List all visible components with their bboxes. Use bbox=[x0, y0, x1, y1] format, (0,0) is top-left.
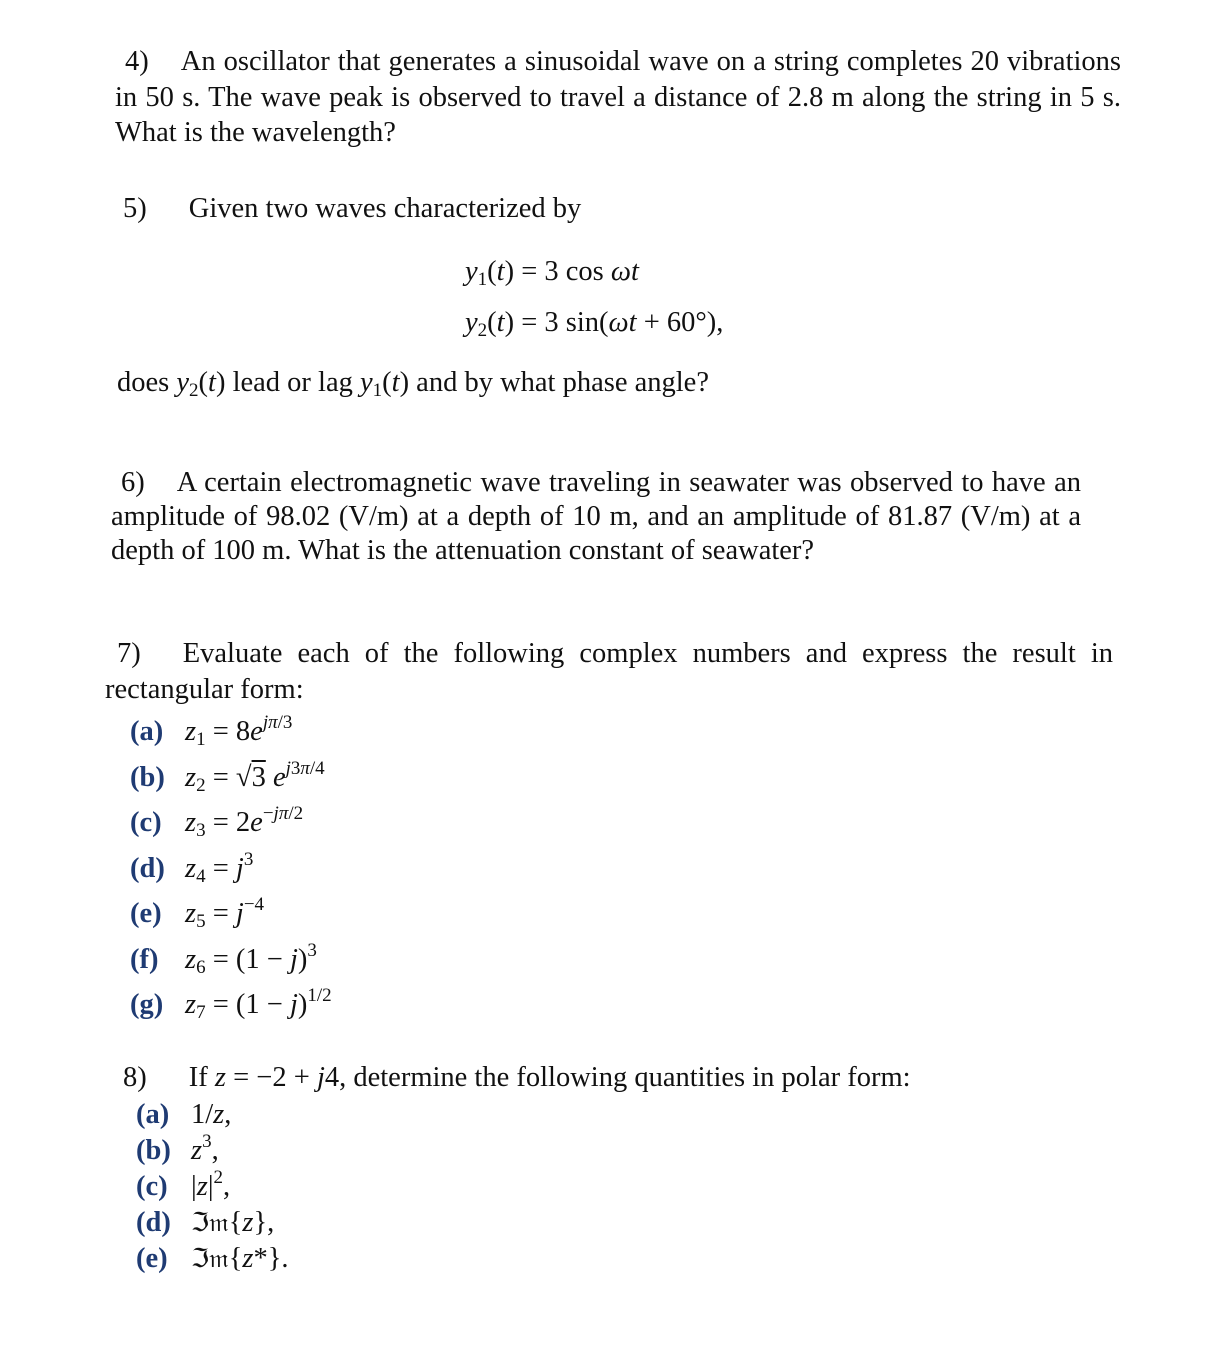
item-label: (a) bbox=[136, 1099, 170, 1130]
list-item: (c) $|z|^2$, bbox=[136, 1169, 289, 1205]
item-label: (f) bbox=[130, 943, 159, 975]
item-label: (b) bbox=[136, 1135, 171, 1166]
problem-number: 5) bbox=[123, 193, 147, 224]
list-item: (b) $z^3$, bbox=[136, 1133, 289, 1169]
item-label: (b) bbox=[130, 761, 165, 793]
item-label: (g) bbox=[130, 989, 164, 1020]
item-label: (a) bbox=[130, 716, 164, 747]
item-label: (c) bbox=[136, 1171, 168, 1202]
list-item: (a) 1/z, bbox=[136, 1097, 289, 1133]
problem-4 bbox=[115, 44, 1121, 151]
equation-y2: $y_2(t) = 3$ sin(ωt + 60°), bbox=[465, 307, 724, 341]
problem-8-items bbox=[136, 1097, 289, 1277]
equation-y1: $y_1(t) = 3$ cos ωt bbox=[465, 256, 639, 290]
problem-6 bbox=[111, 466, 1081, 568]
problem-number: 6) bbox=[121, 467, 145, 498]
item-label: (c) bbox=[130, 807, 162, 838]
problem-intro: Given two waves characterized by bbox=[188, 193, 582, 224]
problem-5-header bbox=[123, 193, 581, 225]
list-item: (d) ℑ𝔪{z}, bbox=[136, 1205, 289, 1241]
list-item: (g) $z_7 = (1 - j)^{1/2}$ bbox=[130, 982, 332, 1028]
list-item: (b) $z_2 = √3$ $e^{j3\pi/4}$ bbox=[130, 755, 332, 801]
list-item: (e) $z_5 = j^{-4}$ bbox=[130, 891, 332, 937]
problem-8-header: 8) If z = −2 + j4, determine the following quantities in polar form: bbox=[123, 1062, 911, 1093]
item-label: (e) bbox=[130, 898, 162, 929]
list-item: (f) $z_6 = (1 - j)^3$ bbox=[130, 937, 332, 983]
list-item: (c) $z_3 = 2e^{-j\pi/2}$ bbox=[130, 800, 332, 846]
problem-number: 4) bbox=[125, 46, 149, 77]
problem-text: Evaluate each of the following complex numbers and express the result in rectangular form: bbox=[105, 638, 1113, 705]
item-label: (d) bbox=[130, 852, 165, 884]
item-label: (d) bbox=[136, 1207, 171, 1238]
problem-text: A certain electromagnetic wave traveling in seawater was observed to have an amplitude of 98.02 (V/m) at a depth of 10 m, and an amplitude of 81.87 (V/m) at a depth of 100 m. What is the attenuation constant of seawater? bbox=[111, 467, 1081, 566]
problem-5-question: does $y_2(t)$ lead or lag $y_1(t)$ and by what phase angle? bbox=[117, 367, 709, 401]
list-item: (a) $z_1 = 8e^{j\pi/3}$ bbox=[130, 709, 332, 755]
list-item: (e) ℑ𝔪{z*}. bbox=[136, 1241, 289, 1277]
item-label: (e) bbox=[136, 1243, 168, 1274]
problem-number: 8) bbox=[123, 1062, 147, 1093]
problem-7 bbox=[105, 636, 1113, 707]
problem-text: An oscillator that generates a sinusoidal wave on a string completes 20 vibrations in 50 s. The wave peak is observed to travel a distance of 2.8 m along the string in 5 s. What is the wavelength? bbox=[115, 46, 1121, 148]
list-item: (d) $z_4 = j^3$ bbox=[130, 846, 332, 892]
problem-7-items bbox=[130, 709, 332, 1028]
problem-number: 7) bbox=[117, 638, 141, 669]
